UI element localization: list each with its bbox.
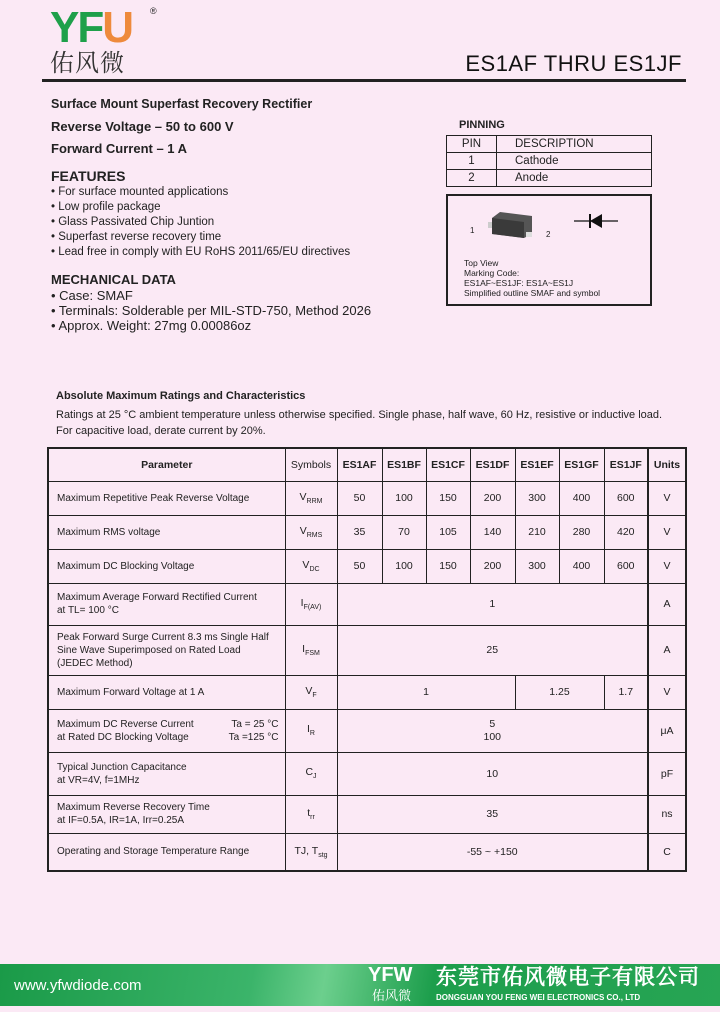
value-cell: 1.7: [604, 675, 648, 709]
value-cell: 10: [337, 752, 648, 795]
param-text: Maximum DC Reverse Current: [57, 718, 194, 730]
header-cell: ES1BF: [382, 448, 426, 481]
mechanical-list: [51, 288, 371, 333]
symbol-sub: FSM: [305, 650, 320, 658]
parameter-cell: Maximum RMS voltage: [48, 515, 285, 549]
reverse-voltage: Reverse Voltage – 50 to 600 V: [51, 119, 234, 134]
symbol-cell: [285, 625, 337, 675]
pin-header: PIN: [447, 136, 497, 153]
value-cell: 420: [604, 515, 648, 549]
value-cell: 50: [337, 549, 382, 583]
unit-cell: ns: [648, 795, 686, 833]
unit-cell: pF: [648, 752, 686, 795]
param-line: [57, 718, 279, 731]
header-cell: ES1EF: [515, 448, 559, 481]
symbol-sub: R: [309, 730, 315, 738]
website-link[interactable]: www.yfwdiode.com: [14, 977, 142, 994]
symbol-sub: stg: [318, 851, 328, 859]
symbol: TJ, T: [294, 844, 319, 857]
value-cell: 35: [337, 795, 648, 833]
header-cell: ES1AF: [337, 448, 382, 481]
parameter-cell: Maximum DC Blocking Voltage: [48, 549, 285, 583]
value-cell: 300: [515, 549, 559, 583]
pin-description: Cathode: [497, 153, 652, 170]
unit-cell: A: [648, 625, 686, 675]
feature-item: • Low profile package: [51, 201, 161, 213]
value-cell: 300: [515, 481, 559, 515]
param-line: Sine Wave Superimposed on Rated Load: [57, 644, 241, 656]
symbol: I: [307, 723, 310, 736]
value-cell: 25: [337, 625, 648, 675]
value-cell: -55 ~ +150: [337, 833, 648, 871]
header-cell: Units: [648, 448, 686, 481]
value-cell: 200: [470, 549, 515, 583]
document-title: ES1AF THRU ES1JF: [465, 51, 682, 76]
header-cell: ES1GF: [559, 448, 604, 481]
product-description: Surface Mount Superfast Recovery Rectifier: [51, 97, 313, 111]
param-line: Typical Junction Capacitance: [57, 761, 187, 773]
logo-chinese: 佑风微: [50, 50, 125, 77]
footer-logo: YFW: [368, 964, 413, 986]
param-line: Peak Forward Surge Current 8.3 ms Single Half: [57, 631, 269, 643]
param-line: at TL= 100 °C: [57, 605, 119, 616]
forward-current: Forward Current – 1 A: [51, 141, 188, 156]
value-cell: 100: [382, 549, 426, 583]
value-cell: 1: [337, 583, 648, 625]
unit-cell: C: [648, 833, 686, 871]
smaf-package-icon: [488, 210, 534, 240]
footer-logo-chinese: 佑风微: [372, 988, 412, 1003]
table-row: [48, 795, 686, 833]
symbol-sub: F: [312, 692, 317, 700]
parameter-cell: [48, 625, 285, 675]
parameter-cell: [48, 583, 285, 625]
value-cell: 50: [337, 481, 382, 515]
feature-item: • Lead free in comply with EU RoHS 2011/65/EU directives: [51, 246, 351, 258]
value-line: 100: [483, 730, 502, 743]
symbol-cell: [285, 833, 337, 871]
table-row: [48, 625, 686, 675]
table-row: [48, 583, 686, 625]
header-cell: Symbols: [285, 448, 337, 481]
footer-banner: [0, 964, 720, 1006]
table-row: [48, 515, 686, 549]
table-row: [48, 709, 686, 752]
value-cell: 1: [337, 675, 515, 709]
value-cell: 400: [559, 481, 604, 515]
ratings-note: Ratings at 25 °C ambient temperature unless otherwise specified. Single phase, half wave, 60 Hz, resistive or inductive load.: [56, 409, 663, 421]
package-diagram: [446, 194, 652, 306]
param-line: Maximum Average Forward Rectified Current: [57, 592, 257, 603]
symbol: t: [307, 806, 311, 819]
value-cell: 70: [382, 515, 426, 549]
parameter-cell: [48, 795, 285, 833]
pin2-label: 2: [546, 230, 551, 239]
symbol-cell: [285, 752, 337, 795]
value-cell: 280: [559, 515, 604, 549]
features-heading: FEATURES: [51, 168, 126, 184]
value-cell: 140: [470, 515, 515, 549]
mechanical-item: • Terminals: Solderable per MIL-STD-750, Method 2026: [51, 303, 372, 318]
pin-description: Anode: [497, 170, 652, 187]
value-cell: 600: [604, 549, 648, 583]
table-row: [48, 481, 686, 515]
value-cell: [337, 709, 648, 752]
mechanical-item: • Case: SMAF: [51, 288, 133, 303]
table-row: [48, 549, 686, 583]
diode-symbol-icon: [574, 212, 618, 230]
value-cell: 35: [337, 515, 382, 549]
unit-cell: V: [648, 515, 686, 549]
value-cell: 150: [426, 481, 470, 515]
ratings-table: [47, 447, 687, 872]
mechanical-heading: MECHANICAL DATA: [51, 272, 176, 287]
unit-cell: V: [648, 549, 686, 583]
value-cell: 105: [426, 515, 470, 549]
parameter-cell: [48, 709, 285, 752]
ratings-notes: [56, 407, 662, 439]
value-cell: 400: [559, 549, 604, 583]
pinning-heading: PINNING: [459, 119, 505, 131]
package-note: Top View: [464, 258, 499, 268]
condition-text: Ta = 25 °C: [231, 718, 279, 730]
company-name-cn: 东莞市佑风微电子有限公司: [436, 966, 700, 989]
symbol-sub: F(AV): [303, 604, 322, 612]
value-cell: 1.25: [515, 675, 604, 709]
symbol: C: [305, 766, 314, 779]
symbol-cell: [285, 549, 337, 583]
unit-cell: V: [648, 675, 686, 709]
symbol-sub: RMS: [306, 532, 323, 540]
package-note: Simplified outline SMAF and symbol: [464, 288, 601, 298]
table-row: [48, 675, 686, 709]
symbol-cell: [285, 795, 337, 833]
value-cell: 100: [382, 481, 426, 515]
ratings-note: For capacitive load, derate current by 20%.: [56, 425, 266, 437]
pin-number: 1: [447, 153, 497, 170]
package-note: ES1AF~ES1JF: ES1A~ES1J: [464, 278, 574, 288]
header-divider: [42, 79, 686, 82]
table-row: [48, 833, 686, 871]
unit-cell: V: [648, 481, 686, 515]
parameter-cell: Maximum Repetitive Peak Reverse Voltage: [48, 481, 285, 515]
symbol-sub: DC: [309, 566, 320, 574]
param-line: [57, 731, 279, 744]
value-line: 5: [489, 717, 496, 730]
parameter-cell: Maximum Forward Voltage at 1 A: [48, 675, 285, 709]
param-line: at VR=4V, f=1MHz: [57, 774, 140, 786]
unit-cell: μA: [648, 709, 686, 752]
symbol: V: [299, 524, 307, 537]
company-logo: YFU ® 佑风微: [50, 6, 160, 76]
param-line: Maximum Reverse Recovery Time: [57, 802, 210, 813]
pin-number: 2: [447, 170, 497, 187]
value-cell: 210: [515, 515, 559, 549]
symbol: V: [305, 684, 313, 697]
symbol: I: [302, 642, 306, 655]
feature-item: • For surface mounted applications: [51, 186, 229, 198]
param-line: at IF=0.5A, IR=1A, Irr=0.25A: [57, 815, 185, 826]
features-list: [51, 185, 350, 260]
parameter-cell: Operating and Storage Temperature Range: [48, 833, 285, 871]
value-cell: 200: [470, 481, 515, 515]
header-cell: ES1CF: [426, 448, 470, 481]
header-cell: Parameter: [48, 448, 285, 481]
symbol: I: [300, 596, 304, 609]
header-cell: ES1DF: [470, 448, 515, 481]
header-cell: ES1JF: [604, 448, 648, 481]
symbol-sub: RRM: [306, 498, 323, 506]
symbol-cell: [285, 675, 337, 709]
symbol-sub: J: [313, 773, 317, 781]
parameter-cell: [48, 752, 285, 795]
pinning-table: [446, 135, 652, 187]
param-line: (JEDEC Method): [57, 657, 133, 669]
feature-item: • Superfast reverse recovery time: [51, 231, 222, 243]
symbol: V: [302, 558, 310, 571]
value-cell: 150: [426, 549, 470, 583]
table-row: [48, 752, 686, 795]
symbol-cell: [285, 709, 337, 752]
value-cell: 600: [604, 481, 648, 515]
company-name-en: DONGGUAN YOU FENG WEI ELECTRONICS CO., LTD: [436, 993, 641, 1002]
symbol-cell: [285, 515, 337, 549]
pin1-label: 1: [470, 226, 475, 235]
symbol-cell: [285, 583, 337, 625]
package-note: Marking Code:: [464, 268, 520, 278]
symbol: V: [299, 490, 307, 503]
symbol-cell: [285, 481, 337, 515]
param-text: at Rated DC Blocking Voltage: [57, 731, 189, 743]
description-header: DESCRIPTION: [497, 136, 652, 153]
feature-item: • Glass Passivated Chip Juntion: [51, 216, 215, 228]
table-header-row: [48, 448, 686, 481]
symbol-sub: rr: [310, 814, 315, 822]
ratings-heading: Absolute Maximum Ratings and Characteristics: [56, 390, 306, 402]
condition-text: Ta =125 °C: [228, 731, 279, 743]
unit-cell: A: [648, 583, 686, 625]
mechanical-item: • Approx. Weight: 27mg 0.00086oz: [51, 318, 252, 333]
